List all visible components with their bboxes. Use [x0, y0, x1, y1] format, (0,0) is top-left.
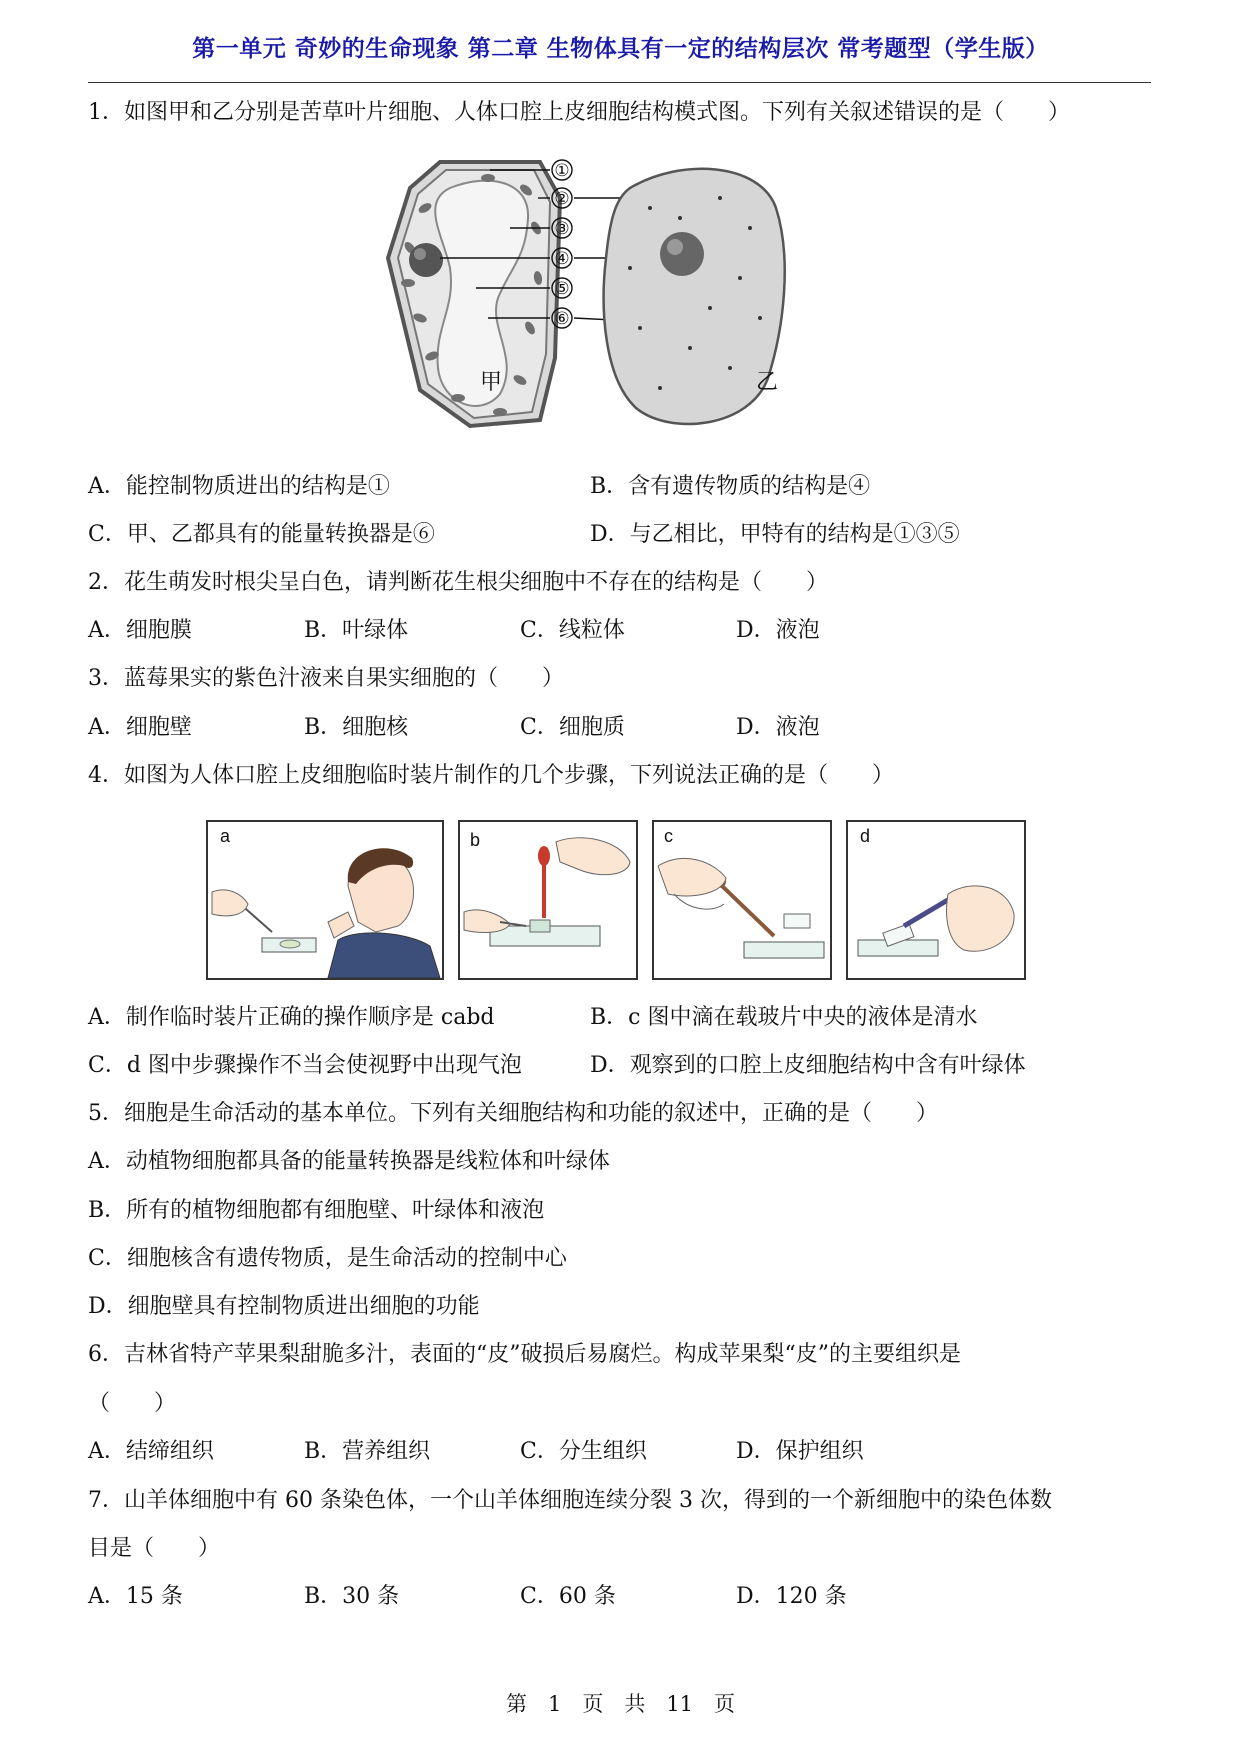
q1-caption-left: 甲 — [480, 370, 503, 395]
q6-option-a: A．结缔组织 — [88, 1439, 214, 1464]
page-header-title: 第一单元 奇妙的生命现象 第二章 生物体具有一定的结构层次 常考题型（学生版） — [192, 36, 1049, 62]
q4-panel-a — [206, 820, 444, 980]
q7-option-d: D．120 条 — [736, 1584, 847, 1609]
svg-text:⑤: ⑤ — [554, 279, 570, 299]
q4-option-a: A．制作临时装片正确的操作顺序是 cabd — [88, 1005, 495, 1030]
q4-panel-d — [846, 820, 1026, 980]
q7-option-a: A．15 条 — [88, 1584, 183, 1609]
svg-text:①: ① — [554, 161, 570, 181]
q4-option-d: D．观察到的口腔上皮细胞结构中含有叶绿体 — [590, 1053, 1026, 1078]
q3-option-b: B．细胞核 — [304, 715, 409, 740]
q3-option-a: A．细胞壁 — [88, 715, 192, 740]
q6-stem-line1: 6．吉林省特产苹果梨甜脆多汁，表面的“皮”破损后易腐烂。构成苹果梨“皮”的主要组织是 — [88, 1342, 961, 1367]
q1-option-d: D．与乙相比，甲特有的结构是①③⑤ — [590, 522, 960, 547]
q4-stem: 4．如图为人体口腔上皮细胞临时装片制作的几个步骤，下列说法正确的是（ ） — [88, 763, 894, 788]
q6-option-b: B．营养组织 — [304, 1439, 431, 1464]
svg-text:④: ④ — [554, 249, 570, 269]
header-rule — [88, 82, 1151, 83]
q6-option-c: C．分生组织 — [520, 1439, 647, 1464]
q4-option-b: B．c 图中滴在载玻片中央的液体是清水 — [590, 1005, 978, 1030]
q5-stem: 5．细胞是生命活动的基本单位。下列有关细胞结构和功能的叙述中，正确的是（ ） — [88, 1101, 938, 1126]
q2-option-a: A．细胞膜 — [88, 618, 192, 643]
svg-text:⑥: ⑥ — [554, 309, 570, 329]
svg-text:②: ② — [554, 189, 570, 209]
q7-stem-line2: 目是（ ） — [88, 1536, 221, 1561]
q6-option-d: D．保护组织 — [736, 1439, 864, 1464]
q4-panel-d-illustration — [848, 822, 1024, 978]
q2-option-c: C．线粒体 — [520, 618, 625, 643]
q4-option-c: C．d 图中步骤操作不当会使视野中出现气泡 — [88, 1053, 522, 1078]
q2-stem: 2．花生萌发时根尖呈白色，请判断花生根尖细胞中不存在的结构是（ ） — [88, 570, 828, 595]
q7-option-c: C．60 条 — [520, 1584, 616, 1609]
q1-cell-figure — [380, 158, 860, 458]
q4-panel-c-label: c — [664, 826, 673, 846]
q1-caption-right: 乙 — [756, 370, 779, 395]
q6-stem-line2: （ ） — [88, 1391, 177, 1416]
q4-panel-a-illustration — [208, 822, 442, 978]
q1-stem: 1．如图甲和乙分别是苦草叶片细胞、人体口腔上皮细胞结构模式图。下列有关叙述错误的是（ ） — [88, 100, 1071, 125]
q1-option-c: C．甲、乙都具有的能量转换器是⑥ — [88, 522, 435, 547]
q4-panel-b-illustration — [460, 822, 636, 978]
q1-option-a: A．能控制物质进出的结构是① — [88, 474, 390, 499]
q5-option-b: B．所有的植物细胞都有细胞壁、叶绿体和液泡 — [88, 1198, 545, 1223]
q4-panel-b-label: b — [470, 830, 481, 850]
animal-nucleus — [660, 232, 704, 276]
q3-option-c: C．细胞质 — [520, 715, 625, 740]
q5-option-c: C．细胞核含有遗传物质，是生命活动的控制中心 — [88, 1246, 567, 1271]
q4-panel-c — [652, 820, 832, 980]
q7-option-b: B．30 条 — [304, 1584, 400, 1609]
q1-option-b: B．含有遗传物质的结构是④ — [590, 474, 871, 499]
q3-stem: 3．蓝莓果实的紫色汁液来自果实细胞的（ ） — [88, 666, 564, 691]
page-footer: 第 1 页 共 11 页 — [505, 1692, 736, 1716]
q4-panel-c-illustration — [654, 822, 830, 978]
plant-nucleus — [409, 243, 443, 277]
q5-option-a: A．动植物细胞都具备的能量转换器是线粒体和叶绿体 — [88, 1149, 610, 1174]
svg-text:③: ③ — [554, 219, 570, 239]
q4-panel-d-label: d — [860, 826, 871, 846]
q5-option-d: D．细胞壁具有控制物质进出细胞的功能 — [88, 1294, 480, 1319]
q3-option-d: D．液泡 — [736, 715, 820, 740]
q2-option-d: D．液泡 — [736, 618, 820, 643]
q4-panel-b — [458, 820, 638, 980]
q4-panel-a-label: a — [220, 826, 231, 846]
q7-stem-line1: 7．山羊体细胞中有 60 条染色体，一个山羊体细胞连续分裂 3 次，得到的一个新细胞中的染色体数 — [88, 1488, 1052, 1513]
q2-option-b: B．叶绿体 — [304, 618, 409, 643]
